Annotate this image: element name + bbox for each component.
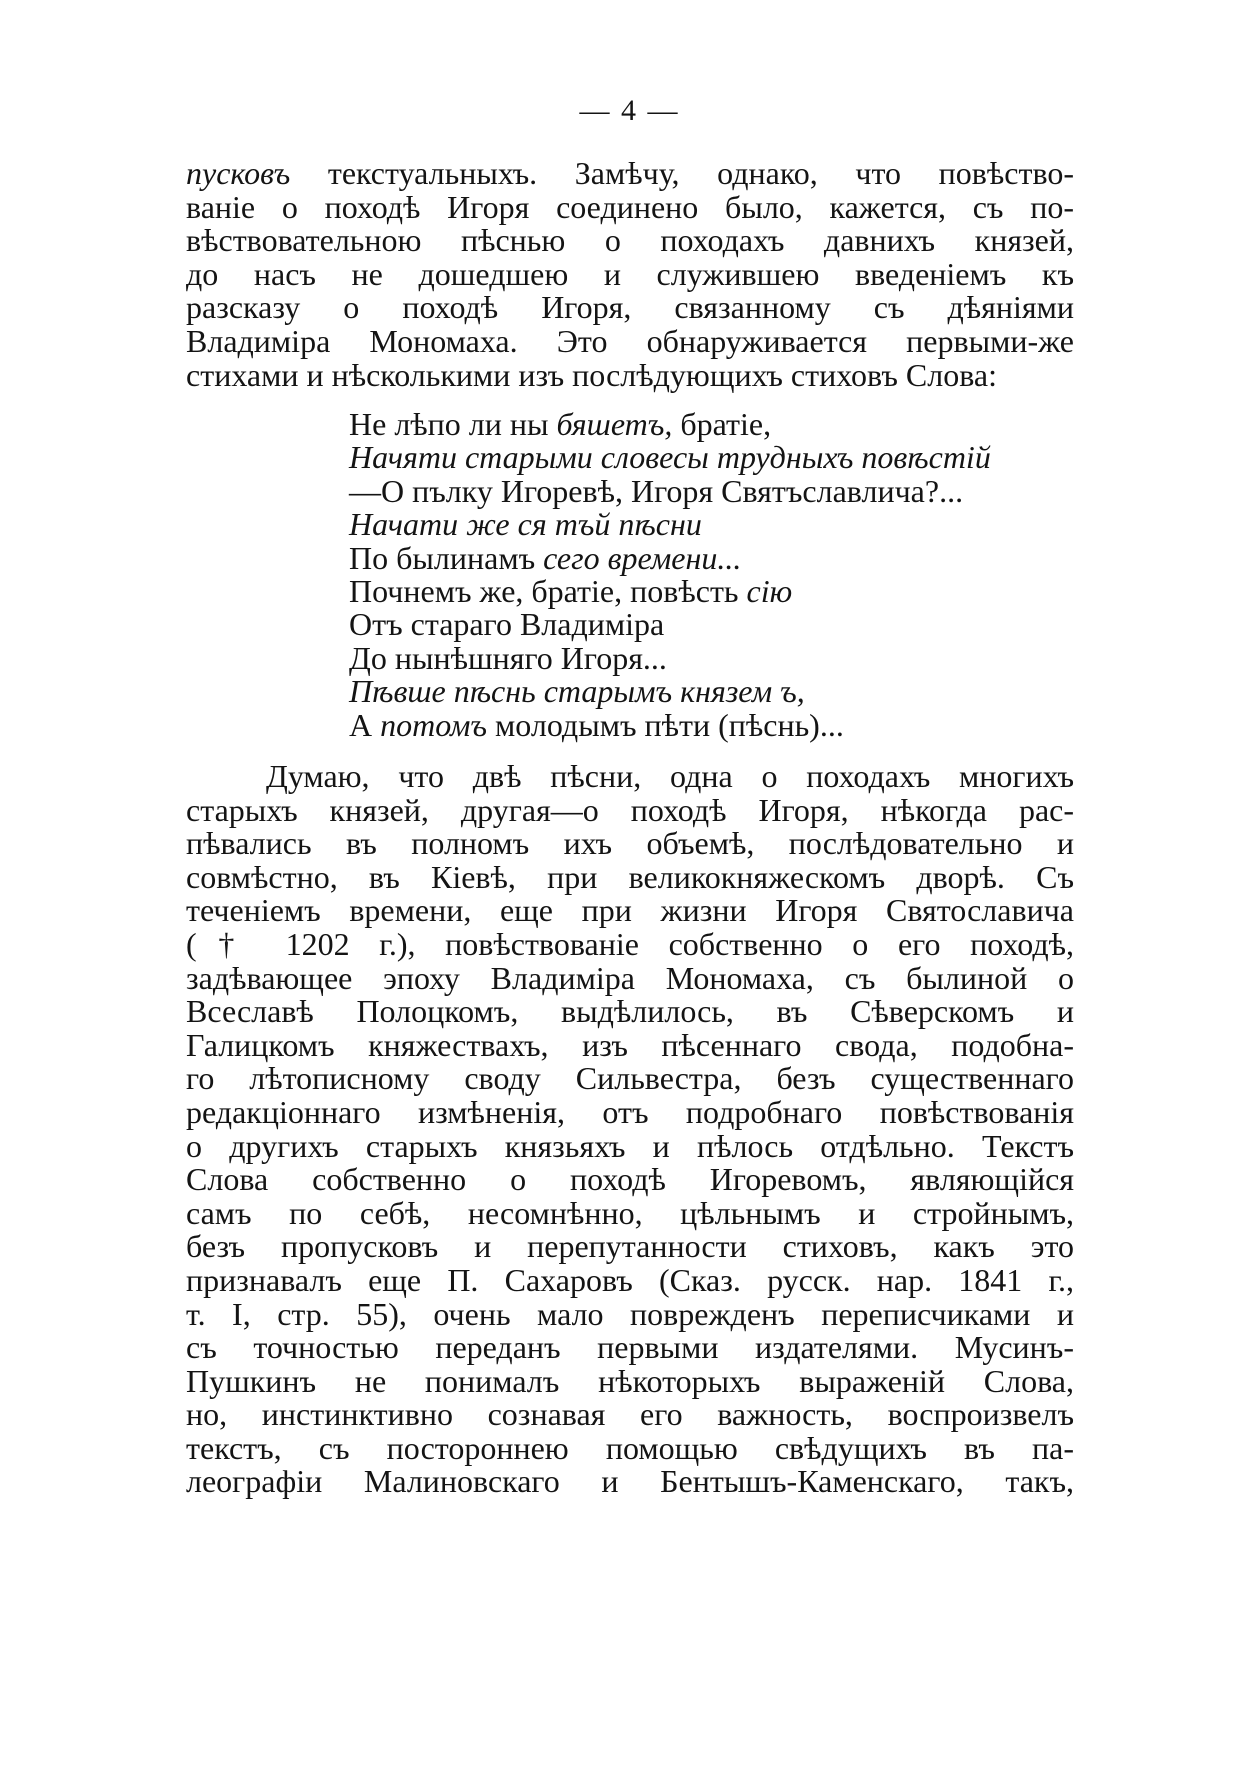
text-line: съ точностью переданъ первыми издателями. Мусинъ-: [186, 1329, 1074, 1366]
text-line: леографіи Малиновскаго и Бентышъ-Каменскаго, такъ,: [186, 1463, 1074, 1500]
verse-line: [349, 539, 1089, 576]
text-line: Всеславѣ Полоцкомъ, выдѣлилось, въ Сѣверскомъ и: [186, 993, 1074, 1030]
verse-italic: Пѣвше пѣснь старымъ князем ъ,: [349, 673, 805, 710]
text-line: ваніе о походѣ Игоря соединено было, кажется, съ по-: [186, 188, 1074, 225]
verse-italic: сего времени...: [543, 539, 742, 576]
text-line: разсказу о походѣ Игоря, связанному съ дѣяніями: [186, 289, 1074, 326]
verse-line: [349, 508, 1089, 541]
verse-italic: Начяти старыми словесы трудныхъ повѣстій: [349, 439, 991, 476]
text-line: Пушкинъ не понималъ нѣкоторыхъ выраженій Слова,: [186, 1362, 1074, 1399]
verse-line: [349, 472, 1089, 509]
text-line: редакціоннаго измѣненія, отъ подробнаго повѣствованія: [186, 1093, 1074, 1130]
text-line: признавалъ еще П. Сахаровъ (Сказ. русск. нар. 1841 г.,: [186, 1261, 1074, 1298]
verse-italic: сію: [746, 573, 793, 610]
verse-italic: бяшетъ,: [556, 406, 673, 442]
text-line: безъ пропусковъ и перепутанности стиховъ, какъ это: [186, 1228, 1074, 1265]
text-run: текстуальныхъ. Замѣчу, однако, что повѣство-: [290, 155, 1074, 191]
verse-text: Почнемъ же, братіе, повѣсть: [349, 573, 747, 610]
verse-text: Отъ стараго Владиміра: [349, 606, 665, 643]
verse-italic: потомъ: [380, 706, 488, 743]
text-line: задѣвающее эпоху Владиміра Мономаха, съ былиной о: [186, 959, 1074, 996]
text-line: Слова собственно о походѣ Игоревомъ, являющійся: [186, 1161, 1074, 1198]
verse-text: Не лѣпо ли ны: [349, 406, 557, 442]
verse-text: До нынѣшняго Игоря...: [349, 639, 667, 676]
paragraph-1: [186, 157, 1074, 392]
text-line: совмѣстно, въ Кіевѣ, при великокняжескомъ дворѣ. Съ: [186, 858, 1074, 895]
italic-text: пусковъ: [186, 155, 291, 191]
text-line: го лѣтописному своду Сильвестра, безъ существеннаго: [186, 1060, 1074, 1097]
text-line: стихами и нѣсколькими изъ послѣдующихъ стиховъ Слова:: [186, 356, 997, 393]
verse-line: [349, 675, 1089, 708]
text-line: Думаю, что двѣ пѣсни, одна о походахъ многихъ: [266, 758, 1074, 794]
verse-line: [349, 441, 1089, 474]
text-line: текстъ, съ постороннею помощью свѣдущихъ въ па-: [186, 1429, 1074, 1466]
verse-line: [349, 639, 1089, 676]
verse-line: [349, 706, 1089, 743]
verse-text: молодымъ пѣти (пѣснь)...: [487, 706, 844, 743]
text-line: пѣвались въ полномъ ихъ объемѣ, послѣдовательно и: [186, 825, 1074, 862]
page-number: — 4 —: [579, 94, 680, 127]
text-line: самъ по себѣ, несомнѣнно, цѣльнымъ и стройнымъ,: [186, 1194, 1074, 1231]
text-line: Владиміра Мономаха. Это обнаруживается первыми-же: [186, 322, 1074, 359]
text-line: старыхъ князей, другая—о походѣ Игоря, нѣкогда рас-: [186, 791, 1074, 828]
verse-text: братіе,: [672, 406, 772, 442]
text-line: до насъ не дошедшею и служившею введеніемъ къ: [186, 255, 1074, 292]
verse-line: [349, 608, 1089, 641]
text-line: но, инстинктивно сознавая его важность, воспроизвелъ: [186, 1396, 1074, 1433]
text-line: вѣствовательною пѣснью о походахъ давнихъ князей,: [186, 222, 1074, 259]
verse-text: —О пълку Игоревѣ, Игоря Святъславлича?...: [349, 472, 964, 509]
verse-line: [349, 575, 1089, 608]
text-line: теченіемъ времени, еще при жизни Игоря Святославича: [186, 892, 1074, 929]
text-line: († 1202 г.), повѣствованіе собственно о его походѣ,: [186, 925, 1074, 962]
text-line: т. I, стр. 55), очень мало поврежденъ переписчиками и: [186, 1295, 1074, 1332]
text-line: о другихъ старыхъ князьяхъ и пѣлось отдѣльно. Текстъ: [186, 1127, 1074, 1164]
text-line: [186, 157, 1074, 191]
verse-text: А: [349, 706, 381, 743]
text-line: Галицкомъ княжествахъ, изъ пѣсеннаго свода, подобна-: [186, 1026, 1074, 1063]
verse-italic: Начати же ся тъй пѣсни: [349, 506, 702, 543]
paragraph-2: [186, 760, 1074, 1499]
verse-line: [349, 408, 1089, 441]
poem-quotation: [349, 408, 1089, 742]
verse-text: По былинамъ: [349, 539, 544, 576]
